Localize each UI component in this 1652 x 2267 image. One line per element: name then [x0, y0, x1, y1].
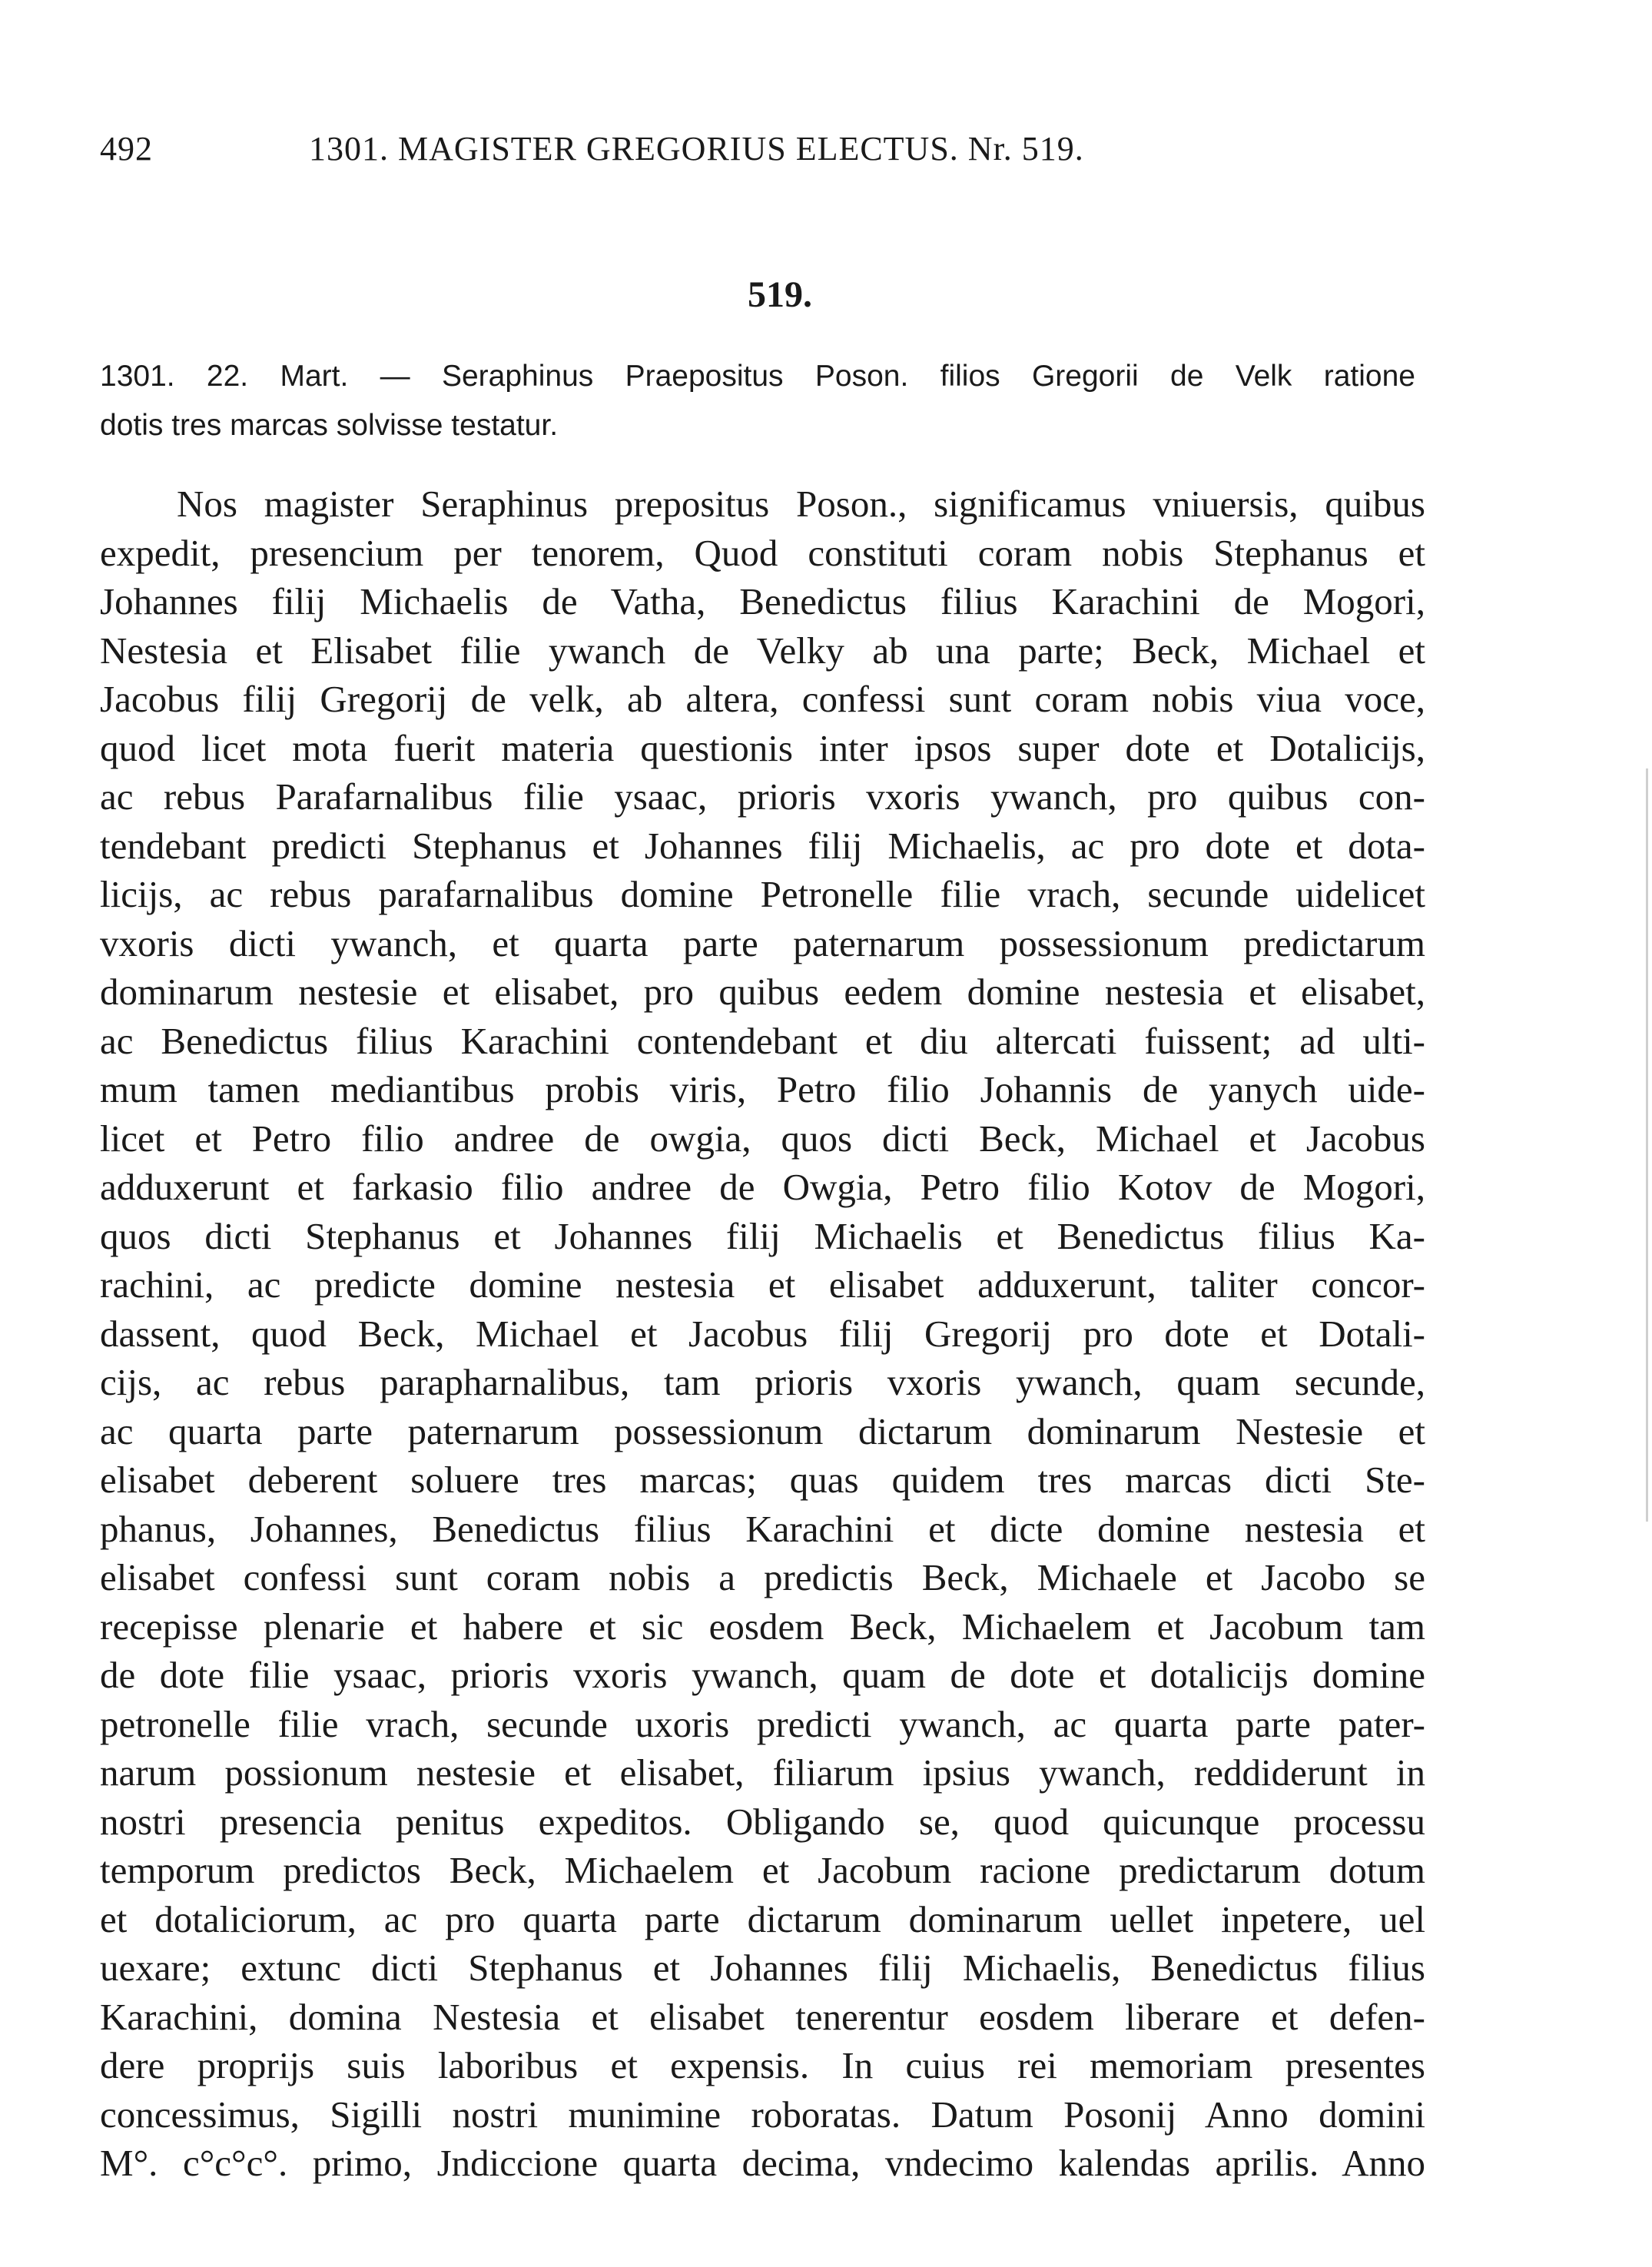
charter-line: rachini, ac predicte domine nestesia et elisabet adduxerunt, taliter concor-	[100, 1263, 1425, 1306]
charter-line: petronelle filie vrach, secunde uxoris predicti ywanch, ac quarta parte pater-	[100, 1702, 1425, 1745]
charter-line: ac quarta parte paternarum possessionum dictarum dominarum Nestesie et	[100, 1409, 1425, 1452]
charter-line: uexare; extunc dicti Stephanus et Johannes filij Michaelis, Benedictus filius	[100, 1947, 1425, 1989]
charter-line: licet et Petro filio andree de owgia, quos dicti Beck, Michael et Jacobus	[100, 1117, 1425, 1160]
charter-line: narum possionum nestesie et elisabet, filiarum ipsius ywanch, reddiderunt in	[100, 1751, 1425, 1794]
charter-line: cijs, ac rebus parapharnalibus, tam prioris vxoris ywanch, quam secunde,	[100, 1361, 1425, 1403]
charter-text	[100, 480, 1425, 2188]
charter-line: M°. c°c°c°. primo, Jndiccione quarta decima, vndecimo kalendas aprilis. Anno	[100, 2142, 1425, 2184]
charter-line: dere proprijs suis laboribus et expensis. In cuius rei memoriam presentes	[100, 2044, 1425, 2086]
charter-line: quos dicti Stephanus et Johannes filij Michaelis et Benedictus filius Ka-	[100, 1214, 1425, 1257]
charter-line: mum tamen mediantibus probis viris, Petro filio Johannis de yanych uide-	[100, 1068, 1425, 1110]
charter-line: ac Benedictus filius Karachini contendebant et diu altercati fuissent; ad ulti-	[100, 1019, 1425, 1062]
charter-line: dominarum nestesie et elisabet, pro quibus eedem domine nestesia et elisabet,	[100, 971, 1425, 1013]
charter-line: dassent, quod Beck, Michael et Jacobus filij Gregorij pro dote et Dotali-	[100, 1312, 1425, 1355]
charter-line: Nos magister Seraphinus prepositus Poson., significamus vniuersis, quibus	[177, 483, 1425, 525]
charter-line: nostri presencia penitus expeditos. Obligando se, quod quicunque processu	[100, 1800, 1425, 1843]
page-number: 492	[100, 130, 153, 168]
charter-line: Jacobus filij Gregorij de velk, ab altera, confessi sunt coram nobis viua voce,	[100, 678, 1425, 720]
charter-line: tendebant predicti Stephanus et Johannes filij Michaelis, ac pro dote et dota-	[100, 824, 1425, 867]
charter-line: adduxerunt et farkasio filio andree de Owgia, Petro filio Kotov de Mogori,	[100, 1166, 1425, 1208]
charter-line: elisabet confessi sunt coram nobis a predictis Beck, Michaele et Jacobo se	[100, 1556, 1425, 1598]
charter-line: licijs, ac rebus parafarnalibus domine Petronelle filie vrach, secunde uidelicet	[100, 873, 1425, 915]
charter-line: elisabet deberent soluere tres marcas; quas quidem tres marcas dicti Ste-	[100, 1459, 1425, 1501]
charter-line: quod licet mota fuerit materia questionis inter ipsos super dote et Dotalicijs,	[100, 726, 1425, 769]
regest-line: 1301. 22. Mart. — Seraphinus Praepositus Poson. filios Gregorii de Velk ratione	[100, 360, 1415, 393]
document-number: 519.	[748, 274, 812, 315]
charter-line: temporum predictos Beck, Michaelem et Jacobum racione predictarum dotum	[100, 1849, 1425, 1891]
regest-line: dotis tres marcas solvisse testatur.	[100, 409, 559, 442]
charter-line: Nestesia et Elisabet filie ywanch de Velky ab una parte; Beck, Michael et	[100, 629, 1425, 672]
charter-line: de dote filie ysaac, prioris vxoris ywanch, quam de dote et dotalicijs domine	[100, 1654, 1425, 1696]
scan-edge-line	[1646, 768, 1648, 1522]
charter-line: et dotaliciorum, ac pro quarta parte dictarum dominarum uellet inpetere, uel	[100, 1897, 1425, 1940]
charter-line: recepisse plenarie et habere et sic eosdem Beck, Michaelem et Jacobum tam	[100, 1605, 1425, 1648]
running-title: 1301. MAGISTER GREGORIUS ELECTUS. Nr. 519.	[309, 130, 1084, 168]
regest-summary	[100, 352, 1415, 450]
charter-line: Johannes filij Michaelis de Vatha, Benedictus filius Karachini de Mogori,	[100, 580, 1425, 622]
charter-line: Karachini, domina Nestesia et elisabet tenerentur eosdem liberare et defen-	[100, 1995, 1425, 2038]
charter-line: expedit, presencium per tenorem, Quod constituti coram nobis Stephanus et	[100, 531, 1425, 574]
charter-line: ac rebus Parafarnalibus filie ysaac, prioris vxoris ywanch, pro quibus con-	[100, 775, 1425, 818]
charter-line: phanus, Johannes, Benedictus filius Karachini et dicte domine nestesia et	[100, 1507, 1425, 1550]
running-header	[100, 129, 1445, 175]
charter-line: vxoris dicti ywanch, et quarta parte paternarum possessionum predictarum	[100, 921, 1425, 964]
charter-line: concessimus, Sigilli nostri munimine roboratas. Datum Posonij Anno domini	[100, 2093, 1425, 2136]
